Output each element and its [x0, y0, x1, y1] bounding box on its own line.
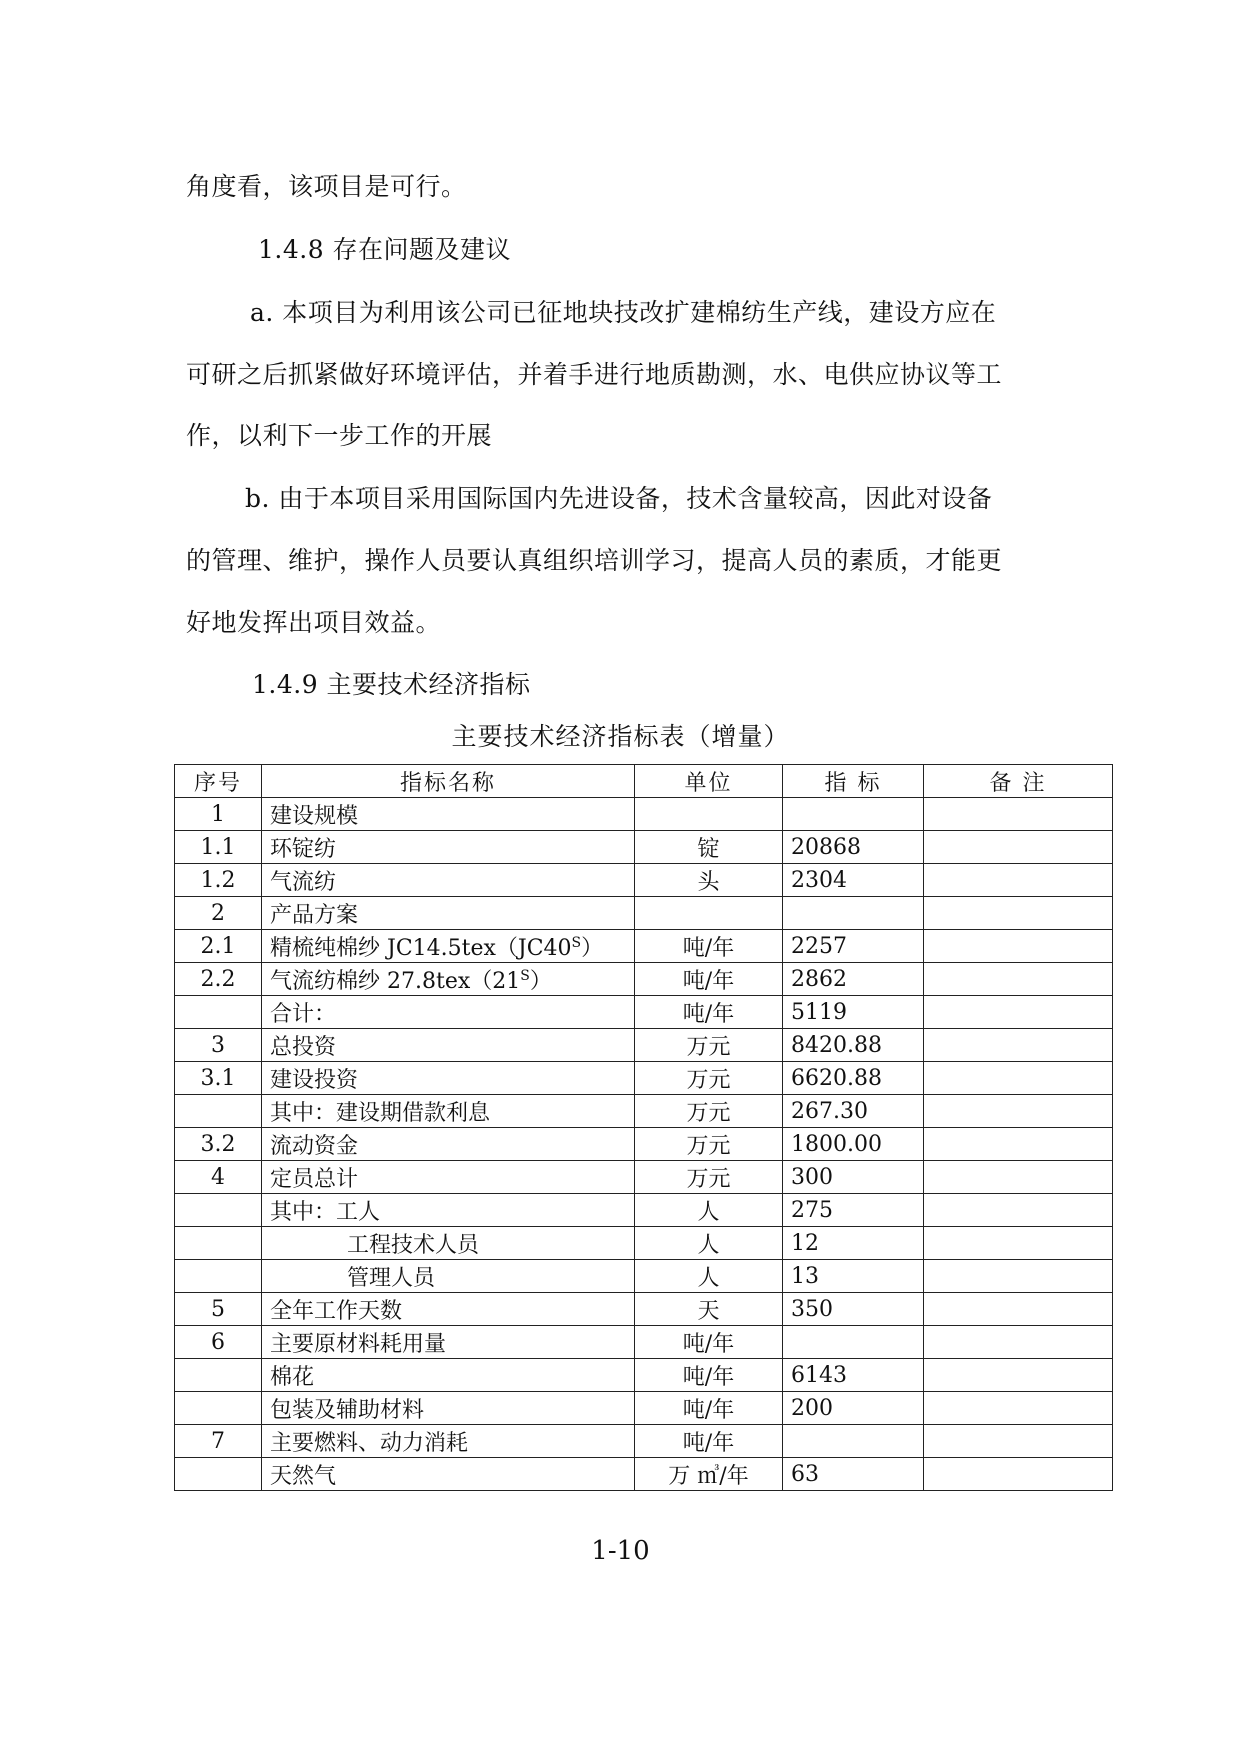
cell-name-text: 气流纺 — [270, 869, 337, 895]
cell-value: 275 — [783, 1194, 924, 1227]
cell-value: 200 — [783, 1392, 924, 1425]
cell-name — [262, 897, 635, 930]
cell-no: 2 — [175, 897, 262, 930]
section-heading-1-4-8: 1.4.8 存在问题及建议 — [258, 235, 512, 264]
paragraph-b-line-1: b. 由于本项目采用国际国内先进设备，技术含量较高，因此对设备 — [245, 484, 993, 513]
table-row — [175, 1359, 1113, 1392]
header-value: 指 标 — [783, 765, 924, 798]
cell-name-text: 环锭纺 — [270, 836, 337, 862]
cell-value: 13 — [783, 1260, 924, 1293]
table-row — [175, 1062, 1113, 1095]
cell-unit — [635, 798, 783, 831]
cell-name-text: 天然气 — [270, 1463, 337, 1489]
cell-note — [924, 798, 1113, 831]
cell-name — [262, 1359, 635, 1392]
paragraph-b-line-3: 好地发挥出项目效益。 — [186, 608, 442, 637]
cell-value: 8420.88 — [783, 1029, 924, 1062]
table-row — [175, 1458, 1113, 1491]
header-note: 备 注 — [924, 765, 1113, 798]
table-row — [175, 831, 1113, 864]
cell-unit: 吨/年 — [635, 1359, 783, 1392]
cell-no — [175, 996, 262, 1029]
cell-name-text: 管理人员 — [347, 1265, 436, 1291]
cell-no: 6 — [175, 1326, 262, 1359]
cell-unit: 万元 — [635, 1128, 783, 1161]
cell-unit: 万元 — [635, 1095, 783, 1128]
cell-unit: 吨/年 — [635, 996, 783, 1029]
cell-name-text: 建设规模 — [270, 803, 359, 829]
indicator-table — [174, 764, 1113, 1491]
table-header-row — [175, 765, 1113, 798]
cell-unit: 万元 — [635, 1062, 783, 1095]
table-row — [175, 798, 1113, 831]
cell-value: 63 — [783, 1458, 924, 1491]
cell-note — [924, 1359, 1113, 1392]
table-row — [175, 1161, 1113, 1194]
cell-note — [924, 864, 1113, 897]
cell-name — [262, 864, 635, 897]
cell-note — [924, 831, 1113, 864]
cell-value — [783, 897, 924, 930]
cell-value: 6143 — [783, 1359, 924, 1392]
cell-note — [924, 1128, 1113, 1161]
cell-name — [262, 798, 635, 831]
cell-note — [924, 930, 1113, 963]
cell-note — [924, 996, 1113, 1029]
cell-name-text: 主要燃料、动力消耗 — [270, 1430, 469, 1456]
cell-note — [924, 1458, 1113, 1491]
cell-unit: 人 — [635, 1260, 783, 1293]
cell-unit: 天 — [635, 1293, 783, 1326]
table-row — [175, 864, 1113, 897]
cell-unit: 锭 — [635, 831, 783, 864]
table-caption: 主要技术经济指标表（增量） — [451, 722, 790, 751]
cell-name-text: 精梳纯棉纱 JC14.5tex（JC40 — [270, 935, 572, 961]
cell-name-text: 气流纺棉纱 27.8tex（21 — [270, 968, 521, 994]
cell-name-text: 其中：建设期借款利息 — [270, 1100, 491, 1126]
table-row — [175, 1095, 1113, 1128]
cell-unit: 吨/年 — [635, 930, 783, 963]
table-row — [175, 1425, 1113, 1458]
cell-name-text: 主要原材料耗用量 — [270, 1331, 447, 1357]
cell-note — [924, 1425, 1113, 1458]
cell-note — [924, 1029, 1113, 1062]
cell-name-text: 定员总计 — [270, 1166, 359, 1192]
cell-name — [262, 1161, 635, 1194]
cell-no — [175, 1458, 262, 1491]
cell-name-text: 其中：工人 — [270, 1199, 381, 1225]
cell-no: 1.1 — [175, 831, 262, 864]
cell-note — [924, 1326, 1113, 1359]
cell-no — [175, 1227, 262, 1260]
cell-no: 5 — [175, 1293, 262, 1326]
cell-unit: 人 — [635, 1194, 783, 1227]
cell-unit: 人 — [635, 1227, 783, 1260]
cell-name — [262, 1227, 635, 1260]
cell-name-text: 产品方案 — [270, 902, 359, 928]
cell-value: 1800.00 — [783, 1128, 924, 1161]
cell-no: 2.1 — [175, 930, 262, 963]
cell-value: 6620.88 — [783, 1062, 924, 1095]
cell-unit: 万 ㎥/年 — [635, 1458, 783, 1491]
cell-value: 300 — [783, 1161, 924, 1194]
header-unit: 单位 — [635, 765, 783, 798]
text-line: 角度看，该项目是可行。 — [186, 172, 467, 201]
cell-note — [924, 1260, 1113, 1293]
cell-unit: 万元 — [635, 1161, 783, 1194]
cell-value: 2862 — [783, 963, 924, 996]
cell-note — [924, 1392, 1113, 1425]
table-row — [175, 1194, 1113, 1227]
cell-unit: 万元 — [635, 1029, 783, 1062]
cell-name — [262, 1425, 635, 1458]
cell-name-tail: ） — [581, 935, 604, 961]
cell-no: 2.2 — [175, 963, 262, 996]
cell-name-text: 包装及辅助材料 — [270, 1397, 425, 1423]
paragraph-a-line-2: 可研之后抓紧做好环境评估，并着手进行地质勘测，水、电供应协议等工 — [186, 360, 1003, 389]
table-row — [175, 1260, 1113, 1293]
cell-name — [262, 1062, 635, 1095]
table-row — [175, 1392, 1113, 1425]
cell-name — [262, 1029, 635, 1062]
cell-name — [262, 1260, 635, 1293]
cell-note — [924, 1293, 1113, 1326]
cell-name — [262, 1194, 635, 1227]
cell-name — [262, 1128, 635, 1161]
cell-value — [783, 1326, 924, 1359]
table-row — [175, 1326, 1113, 1359]
cell-name-superscript: S — [571, 934, 582, 951]
cell-note — [924, 963, 1113, 996]
cell-note — [924, 1227, 1113, 1260]
header-name: 指标名称 — [262, 765, 635, 798]
cell-note — [924, 1161, 1113, 1194]
table-row — [175, 996, 1113, 1029]
paragraph-a-line-3: 作，以利下一步工作的开展 — [186, 421, 493, 450]
cell-name-text: 工程技术人员 — [347, 1232, 480, 1258]
cell-name-text: 棉花 — [270, 1364, 315, 1390]
table-body — [175, 798, 1113, 1491]
header-no: 序号 — [175, 765, 262, 798]
cell-no: 3 — [175, 1029, 262, 1062]
cell-name-text: 总投资 — [270, 1034, 337, 1060]
cell-value: 267.30 — [783, 1095, 924, 1128]
cell-no: 7 — [175, 1425, 262, 1458]
cell-no: 1 — [175, 798, 262, 831]
cell-value: 5119 — [783, 996, 924, 1029]
table-row — [175, 1029, 1113, 1062]
cell-name — [262, 1293, 635, 1326]
paragraph-a-line-1: a. 本项目为利用该公司已征地块技改扩建棉纺生产线，建设方应在 — [250, 298, 997, 327]
cell-unit: 吨/年 — [635, 1392, 783, 1425]
cell-name — [262, 831, 635, 864]
cell-no — [175, 1095, 262, 1128]
cell-unit: 吨/年 — [635, 963, 783, 996]
cell-value: 2257 — [783, 930, 924, 963]
cell-no: 3.2 — [175, 1128, 262, 1161]
cell-name-tail: ） — [529, 968, 552, 994]
cell-name — [262, 1392, 635, 1425]
cell-no: 1.2 — [175, 864, 262, 897]
cell-name — [262, 930, 635, 963]
cell-unit: 吨/年 — [635, 1326, 783, 1359]
cell-name — [262, 963, 635, 996]
table-row — [175, 963, 1113, 996]
table-row — [175, 1293, 1113, 1326]
cell-note — [924, 1194, 1113, 1227]
cell-name — [262, 1458, 635, 1491]
table-row — [175, 897, 1113, 930]
cell-no — [175, 1260, 262, 1293]
cell-note — [924, 1062, 1113, 1095]
table-row — [175, 1227, 1113, 1260]
cell-no — [175, 1194, 262, 1227]
cell-no — [175, 1359, 262, 1392]
cell-value: 2304 — [783, 864, 924, 897]
cell-value: 12 — [783, 1227, 924, 1260]
cell-value: 20868 — [783, 831, 924, 864]
cell-name-superscript: S — [520, 967, 530, 984]
paragraph-b-line-2: 的管理、维护，操作人员要认真组织培训学习，提高人员的素质，才能更 — [186, 546, 1003, 575]
cell-no: 4 — [175, 1161, 262, 1194]
cell-note — [924, 897, 1113, 930]
section-heading-1-4-9: 1.4.9 主要技术经济指标 — [252, 670, 531, 699]
cell-value — [783, 798, 924, 831]
cell-name-text: 合计： — [270, 1001, 337, 1027]
cell-name-text: 全年工作天数 — [270, 1298, 403, 1324]
cell-name-text: 流动资金 — [270, 1133, 359, 1159]
cell-name — [262, 1326, 635, 1359]
cell-value: 350 — [783, 1293, 924, 1326]
cell-unit: 头 — [635, 864, 783, 897]
table-row — [175, 1128, 1113, 1161]
cell-no: 3.1 — [175, 1062, 262, 1095]
cell-note — [924, 1095, 1113, 1128]
table-row — [175, 930, 1113, 963]
cell-name-text: 建设投资 — [270, 1067, 359, 1093]
cell-value — [783, 1425, 924, 1458]
cell-name — [262, 1095, 635, 1128]
cell-unit: 吨/年 — [635, 1425, 783, 1458]
page-number: 1-10 — [591, 1536, 650, 1566]
cell-unit — [635, 897, 783, 930]
cell-no — [175, 1392, 262, 1425]
cell-name — [262, 996, 635, 1029]
